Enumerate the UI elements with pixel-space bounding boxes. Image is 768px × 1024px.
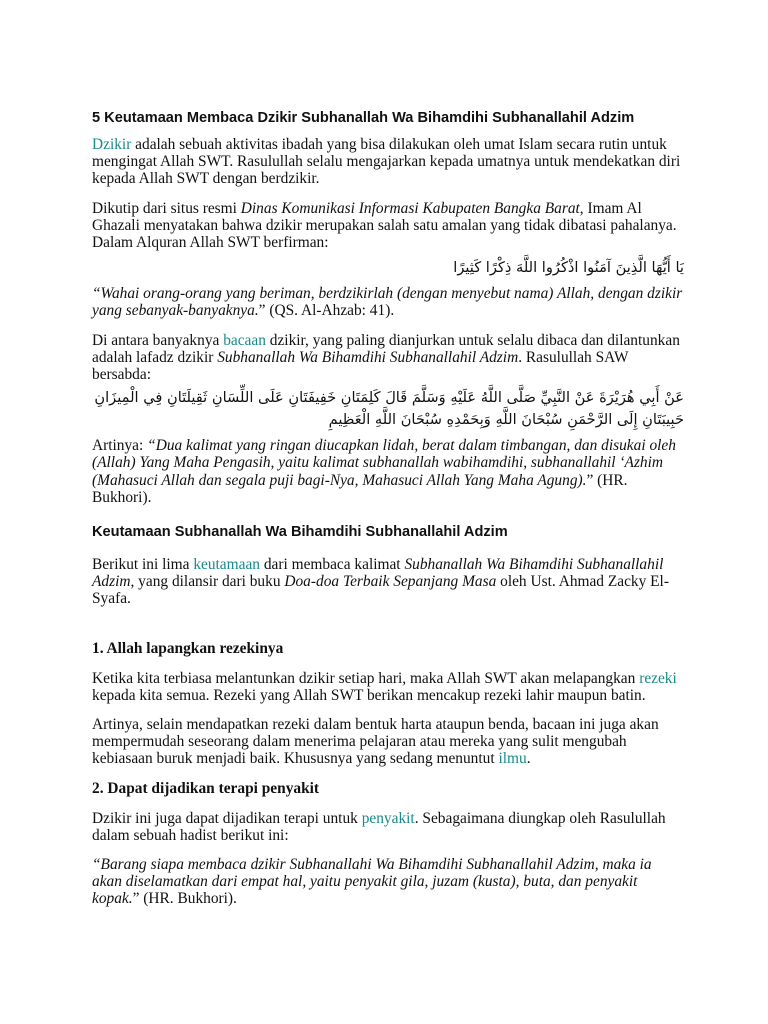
subheading-2: 2. Dapat dijadikan terapi penyakit xyxy=(92,779,320,797)
paragraph-hadith-meaning: Artinya: “Dua kalimat yang ringan diucapkan lidah, berat dalam timbangan, dan disukai oleh (Allah) Yang Maha Pengasih, yaitu kalimat subhanallah wabihamdihi, subhanallahil ‘Azhim (Mahasuci Allah dan segala puji bagi-Nya, Mahasuci Allah Yang Maha Agung).” (HR. Bukhori). xyxy=(92,437,676,506)
subheading-1: 1. Allah lapangkan rezekinya xyxy=(92,639,284,657)
paragraph-five-virtues: Berikut ini lima keutamaan dari membaca kalimat Subhanallah Wa Bihamdihi Subhanallahil Adzim, yang dilansir dari buku Doa-doa Terbaik Sepanjang Masa oleh Ust. Ahmad Zacky El-Syafa. xyxy=(92,556,669,608)
link-penyakit[interactable]: penyakit xyxy=(361,809,415,827)
paragraph-translation: “Wahai orang-orang yang beriman, berdzikirlah (dengan menyebut nama) Allah, dengan dzikir yang sebanyak-banyaknya.” (QS. Al-Ahzab: 41). xyxy=(92,285,683,320)
paragraph-intro: Dzikir adalah sebuah aktivitas ibadah yang bisa dilakukan oleh umat Islam secara rutin untuk mengingat Allah SWT. Rasulullah selalu mengajarkan kepada umatnya untuk mendekatkan diri kepada Allah SWT dengan berdzikir. xyxy=(92,136,681,188)
arabic-hadith: عَنْ أَبِي هُرَيْرَةَ عَنْ النَّبِيِّ صَلَّى اللَّهُ عَلَيْهِ وَسَلَّمَ قَالَ كَلِمَتَانِ خَفِيفَتَانِ عَلَى اللِّسَانِ ثَقِيلَتَانِ فِي الْمِيزَانِ حَبِيبَتَانِ إِلَى الرَّحْمَنِ سُبْحَانَ اللَّهِ وَبِحَمْدِهِ سُبْحَانَ اللَّهِ الْعَظِيمِ xyxy=(94,389,684,429)
link-ilmu[interactable]: ilmu xyxy=(498,750,527,768)
arabic-verse: يَا أَيُّهَا الَّذِينَ آمَنُوا اذْكُرُوا اللَّهَ ذِكْرًا كَثِيرًا xyxy=(453,259,684,277)
link-rezeki[interactable]: rezeki xyxy=(639,669,677,687)
article-title: 5 Keutamaan Membaca Dzikir Subhanallah Wa Bihamdihi Subhanallahil Adzim xyxy=(92,110,635,126)
article-body xyxy=(92,108,684,908)
paragraph-lafadz: Di antara banyaknya bacaan dzikir, yang paling dianjurkan untuk selalu dibaca dan dilantunkan adalah lafadz dzikir Subhanallah Wa Bihamdihi Subhanallahil Adzim. Rasulullah SAW bersabda: xyxy=(92,331,680,384)
link-dzikir[interactable]: Dzikir xyxy=(92,136,132,153)
link-keutamaan[interactable]: keutamaan xyxy=(193,556,260,574)
paragraph-ilmu: Artinya, selain mendapatkan rezeki dalam bentuk harta ataupun benda, bacaan ini juga akan mempermudah seseorang dalam menerima pelajaran atau mereka yang sulit mengubah kebiasaan buruk menjadi baik. Khususnya yang sedang menuntut ilmu. xyxy=(92,716,659,768)
section-heading: Keutamaan Subhanallah Wa Bihamdihi Subhanallahil Adzim xyxy=(92,524,508,541)
paragraph-rezeki: Ketika kita terbiasa melantunkan dzikir setiap hari, maka Allah SWT akan melapangkan rezeki kepada kita semua. Rezeki yang Allah SWT berikan mencakup rezeki lahir maupun batin. xyxy=(92,669,677,704)
link-bacaan[interactable]: bacaan xyxy=(223,331,266,349)
paragraph-penyakit: Dzikir ini juga dapat dijadikan terapi untuk penyakit. Sebagaimana diungkap oleh Rasulullah dalam sebuah hadist berikut ini: xyxy=(92,809,666,844)
paragraph-hadith-quote: “Barang siapa membaca dzikir Subhanallahi Wa Bihamdihi Subhanallahil Adzim, maka ia akan diselamatkan dari empat hal, yaitu penyakit gila, juzam (kusta), buta, dan penyakit kopak.” (HR. Bukhori). xyxy=(92,856,652,908)
paragraph-source: Dikutip dari situs resmi Dinas Komunikasi Informasi Kabupaten Bangka Barat, Imam Al Ghazali menyatakan bahwa dzikir merupakan salah satu amalan yang tidak dibatasi pahalanya. Dalam Alquran Allah SWT berfirman: xyxy=(92,199,677,252)
